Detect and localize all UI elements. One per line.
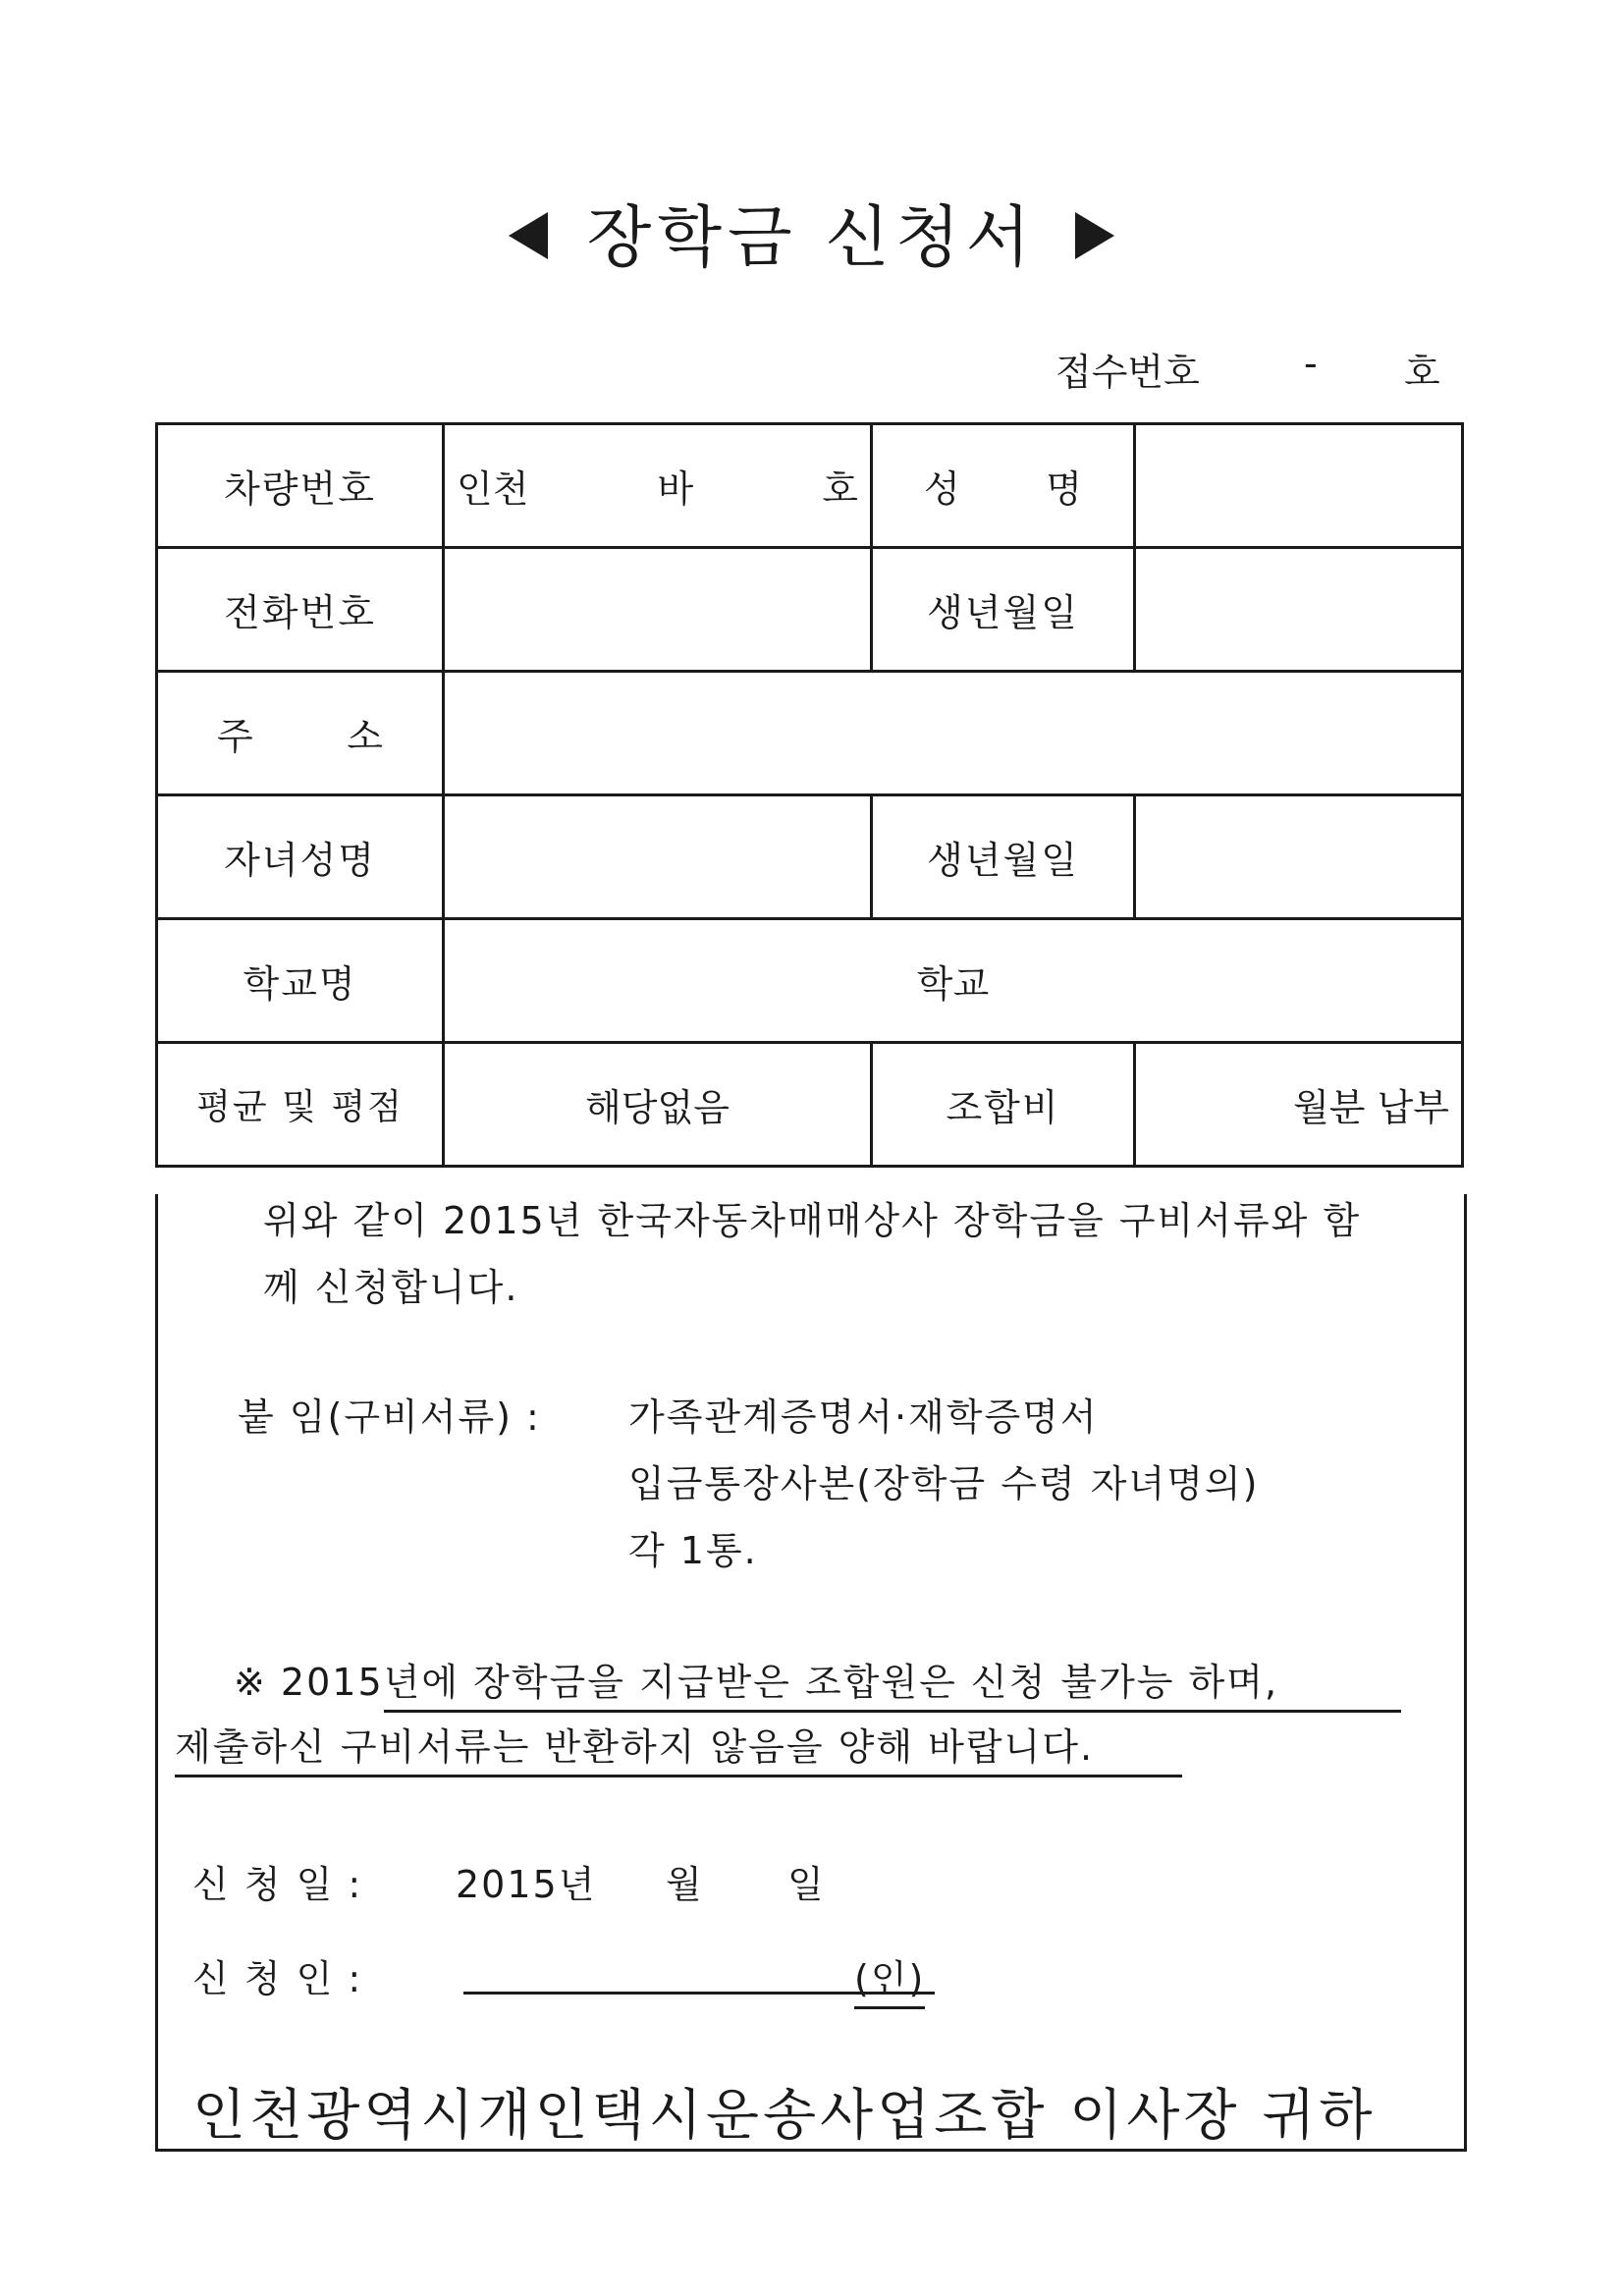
vehicle-prefix: 인천: [457, 467, 529, 511]
phone-field[interactable]: [444, 548, 872, 672]
notice-mark: ※ 2015: [234, 1661, 384, 1704]
child-name-label: 자녀성명: [157, 795, 444, 919]
notice-line-1: [234, 1652, 1401, 1713]
form-row-child: [157, 795, 1463, 919]
vehicle-middle: 바: [657, 467, 694, 511]
phone-label: 전화번호: [157, 548, 444, 672]
notice-line-1-text: 년에 장학금을 지급받은 조합원은 신청 불가능 하며,: [384, 1652, 1401, 1713]
right-triangle-icon: [1075, 212, 1114, 259]
statement-line-2: 께 신청합니다.: [263, 1266, 519, 1309]
child-birth-date-field[interactable]: [1135, 795, 1463, 919]
application-date-year: 2015년: [456, 1863, 597, 1906]
attachment-item-3: 각 1통.: [628, 1529, 758, 1572]
address-label-part1: 주: [217, 715, 253, 758]
left-triangle-icon: [509, 212, 548, 259]
application-date-month: 월: [666, 1863, 704, 1906]
grade-label: 평균 및 평점: [157, 1043, 444, 1167]
attachment-item-1: 가족관계증명서·재학증명서: [628, 1395, 1099, 1439]
union-fee-value: 월분 납부: [1293, 1086, 1449, 1129]
attachment-item-2: 입금통장사본(장학금 수령 자녀명의): [628, 1462, 1260, 1505]
form-row-school: [157, 919, 1463, 1043]
address-label: [157, 672, 444, 795]
birth-date-field[interactable]: [1135, 548, 1463, 672]
statement-line-1: 위와 같이 2015년 한국자동차매매상사 장학금을 구비서류와 함: [263, 1199, 1362, 1242]
grade-value: 해당없음: [585, 1086, 730, 1129]
addressee-text: 인천광역시개인택시운송사업조합 이사장 귀하: [192, 2084, 1377, 2148]
seal-mark: (인): [854, 1948, 925, 2009]
receipt-dash: -: [1304, 342, 1318, 385]
name-label-part2: 명: [1046, 467, 1082, 511]
address-label-part2: 소: [347, 715, 383, 758]
form-row-phone: [157, 548, 1463, 672]
form-row-grade: [157, 1043, 1463, 1167]
application-form-table: [155, 422, 1464, 1168]
school-value: 학교: [916, 962, 990, 1006]
school-name-label: 학교명: [157, 919, 444, 1043]
receipt-suffix: 호: [1404, 351, 1440, 394]
document-title: [0, 185, 1623, 280]
vehicle-number-field[interactable]: [444, 424, 872, 548]
name-field[interactable]: [1135, 424, 1463, 548]
form-row-vehicle: [157, 424, 1463, 548]
vehicle-suffix: 호: [822, 467, 858, 511]
child-name-field[interactable]: [444, 795, 872, 919]
form-row-address: [157, 672, 1463, 795]
attachment-label: 붙 임(구비서류) :: [238, 1395, 541, 1439]
application-date-day: 일: [787, 1863, 826, 1906]
name-label-part1: 성: [924, 467, 960, 511]
notice-line-2: [175, 1717, 1182, 1777]
union-fee-label: 조합비: [872, 1043, 1135, 1167]
birth-date-label: 생년월일: [872, 548, 1135, 672]
school-name-field[interactable]: [444, 919, 1463, 1043]
address-field[interactable]: [444, 672, 1463, 795]
receipt-label: 접수번호: [1055, 351, 1200, 394]
grade-field[interactable]: [444, 1043, 872, 1167]
child-birth-date-label: 생년월일: [872, 795, 1135, 919]
name-label: [872, 424, 1135, 548]
notice-line-2-text: 제출하신 구비서류는 반환하지 않음을 양해 바랍니다.: [175, 1717, 1182, 1777]
title-text: 장학금 신청서: [586, 199, 1037, 277]
application-date-label: 신 청 일 :: [192, 1863, 363, 1906]
applicant-label: 신 청 인 :: [192, 1957, 363, 2000]
vehicle-number-label: 차량번호: [157, 424, 444, 548]
union-fee-field[interactable]: [1135, 1043, 1463, 1167]
